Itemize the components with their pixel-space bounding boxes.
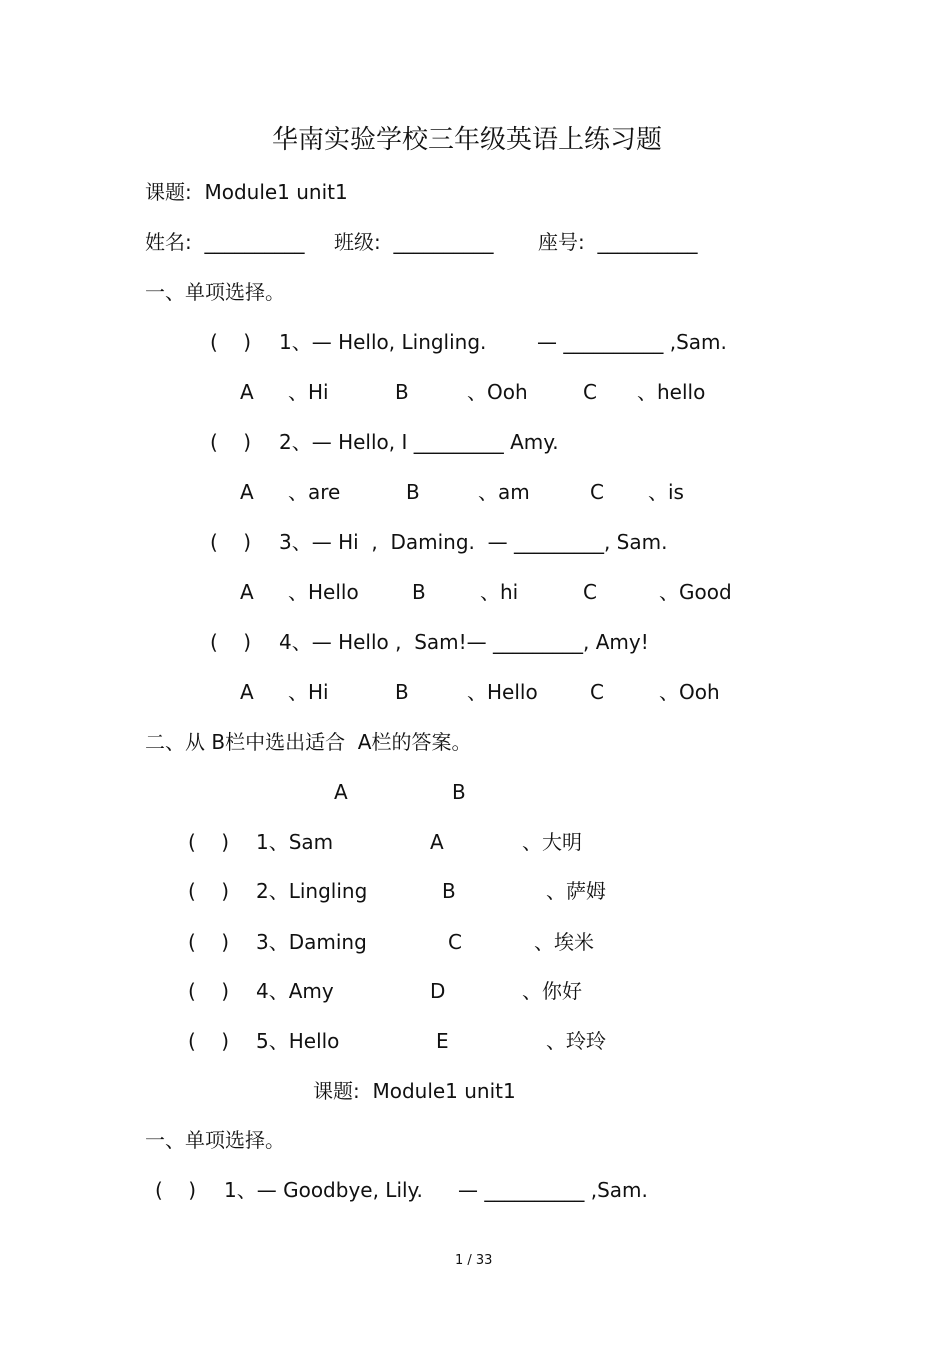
option-letter: C bbox=[590, 480, 604, 504]
option-text: 、is bbox=[648, 480, 684, 504]
match-item: 4、Amy bbox=[256, 979, 334, 1003]
question-reply: — __________ ,Sam. bbox=[537, 330, 727, 354]
option-text: 、Hi bbox=[288, 380, 329, 404]
page-number: 1 / 33 bbox=[455, 1253, 493, 1268]
match-answer: 、萨姆 bbox=[546, 879, 606, 903]
match-item: 5、Hello bbox=[256, 1029, 340, 1053]
match-answer: 、大明 bbox=[522, 830, 582, 854]
match-item: 1、Sam bbox=[256, 830, 334, 854]
option-text: 、Hello bbox=[288, 580, 359, 604]
section-heading-matching: 二、从 B栏中选出适合 A栏的答案。 bbox=[145, 730, 472, 754]
match-item: 2、Lingling bbox=[256, 879, 368, 903]
option-letter: B bbox=[395, 680, 409, 704]
match-letter: C bbox=[448, 930, 462, 954]
answer-paren: ( ) bbox=[188, 930, 230, 954]
topic-line: 课题: Module1 unit1 bbox=[145, 180, 348, 204]
question-stem: 3、— Hi , Daming. — _________, Sam. bbox=[279, 530, 668, 554]
match-letter: E bbox=[436, 1029, 449, 1053]
answer-paren: ( ) bbox=[188, 979, 230, 1003]
match-answer: 、玲玲 bbox=[546, 1029, 606, 1053]
seat-field: 座号: __________ bbox=[538, 230, 698, 254]
match-letter: D bbox=[430, 979, 446, 1003]
question-reply: — __________ ,Sam. bbox=[458, 1178, 648, 1202]
option-text: 、am bbox=[478, 480, 530, 504]
question-stem: 1、— Goodbye, Lily. bbox=[224, 1178, 423, 1202]
answer-paren: ( ) bbox=[188, 1029, 230, 1053]
option-text: 、Hello bbox=[467, 680, 538, 704]
option-letter: A bbox=[240, 680, 254, 704]
option-text: 、Ooh bbox=[659, 680, 720, 704]
section-heading-single-choice-2: 一、单项选择。 bbox=[145, 1128, 285, 1152]
column-a-header: A bbox=[334, 780, 348, 804]
match-letter: B bbox=[442, 879, 456, 903]
answer-paren: ( ) bbox=[210, 330, 252, 354]
topic-line-2: 课题: Module1 unit1 bbox=[313, 1079, 516, 1103]
name-field: 姓名: __________ bbox=[145, 230, 305, 254]
option-letter: C bbox=[583, 380, 597, 404]
option-letter: A bbox=[240, 380, 254, 404]
match-letter: A bbox=[430, 830, 444, 854]
option-letter: B bbox=[395, 380, 409, 404]
answer-paren: ( ) bbox=[210, 630, 252, 654]
answer-paren: ( ) bbox=[188, 879, 230, 903]
option-letter: A bbox=[240, 480, 254, 504]
page-title: 华南实验学校三年级英语上练习题 bbox=[272, 125, 663, 155]
match-answer: 、你好 bbox=[522, 979, 582, 1003]
answer-paren: ( ) bbox=[210, 530, 252, 554]
option-text: 、are bbox=[288, 480, 341, 504]
option-text: 、Ooh bbox=[467, 380, 528, 404]
question-stem: 4、— Hello , Sam!— _________, Amy! bbox=[279, 630, 649, 654]
option-letter: C bbox=[583, 580, 597, 604]
answer-paren: ( ) bbox=[210, 430, 252, 454]
option-text: 、Hi bbox=[288, 680, 329, 704]
class-field: 班级: __________ bbox=[334, 230, 494, 254]
column-b-header: B bbox=[452, 780, 466, 804]
answer-paren: ( ) bbox=[188, 830, 230, 854]
question-stem: 1、— Hello, Lingling. bbox=[279, 330, 487, 354]
answer-paren: ( ) bbox=[155, 1178, 197, 1202]
option-text: 、Good bbox=[659, 580, 732, 604]
match-answer: 、埃米 bbox=[534, 930, 594, 954]
option-letter: C bbox=[590, 680, 604, 704]
match-item: 3、Daming bbox=[256, 930, 367, 954]
option-text: 、hi bbox=[480, 580, 519, 604]
option-letter: A bbox=[240, 580, 254, 604]
option-text: 、hello bbox=[637, 380, 706, 404]
option-letter: B bbox=[406, 480, 420, 504]
option-letter: B bbox=[412, 580, 426, 604]
section-heading-single-choice: 一、单项选择。 bbox=[145, 280, 285, 304]
question-stem: 2、— Hello, I _________ Amy. bbox=[279, 430, 559, 454]
